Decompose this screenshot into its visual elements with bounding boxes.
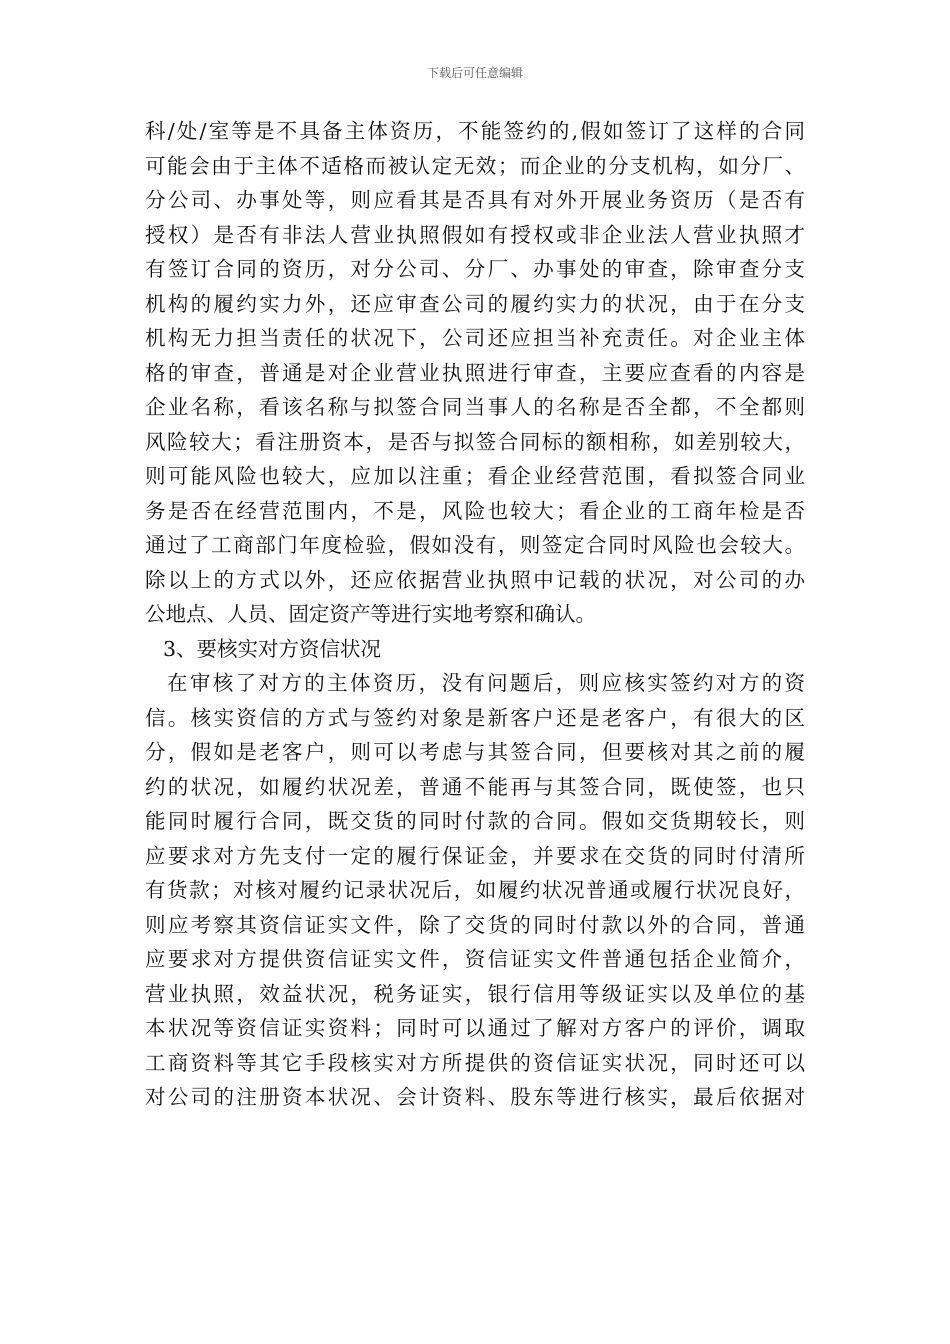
text-line: 风险较大；看注册资本，是否与拟签合同标的额相称，如差别较大，: [145, 429, 805, 454]
text-line: 有签订合同的资历，对分公司、分厂、办事处的审查，除审查分支: [145, 257, 805, 281]
text-line: 约的状况，如履约状况差，普通不能再与其签合同，既使签，也只: [145, 774, 805, 799]
text-line: 营业执照，效益状况，税务证实，银行信用等级证实以及单位的基: [145, 981, 805, 1006]
text-line: 机构的履约实力外，还应审查公司的履约实力的状况，由于在分支: [145, 291, 805, 316]
text-line: 格的审查，普通是对企业营业执照进行审查，主要应查看的内容是: [145, 360, 805, 385]
text-line: 机构无力担当责任的状况下，公司还应担当补充责任。对企业主体: [145, 326, 805, 350]
text-line: 本状况等资信证实资料；同时可以通过了解对方客户的评价，调取: [145, 1016, 805, 1040]
text-line: 企业名称，看该名称与拟签合同当事人的名称是否全都，不全都则: [145, 395, 805, 419]
text-line: 能同时履行合同，既交货的同时付款的合同。假如交货期较长，则: [145, 809, 805, 833]
text-line: 对公司的注册资本状况、会计资料、股东等进行核实，最后依据对: [145, 1085, 805, 1109]
text-line: 务是否在经营范围内，不是，风险也较大；看企业的工商年检是否: [145, 498, 805, 523]
text-line: 可能会由于主体不适格而被认定无效；而企业的分支机构，如分厂、: [145, 153, 805, 178]
text-line: 通过了工商部门年度检验，假如没有，则签定合同时风险也会较大。: [145, 533, 805, 557]
text-line: 应要求对方先支付一定的履行保证金，并要求在交货的同时付清所: [145, 843, 805, 868]
text-line: 除以上的方式以外，还应依据营业执照中记载的状况，对公司的办: [145, 567, 805, 592]
text-line: 分，假如是老客户，则可以考虑与其签合同，但要核对其之前的履: [145, 740, 805, 764]
text-line: 授权）是否有非法人营业执照假如有授权或非企业法人营业执照才: [145, 222, 805, 247]
text-line: 在审核了对方的主体资历，没有问题后，则应核实签约对方的资: [167, 671, 805, 695]
text-line: 则可能风险也较大，应加以注重；看企业经营范围，看拟签合同业: [145, 464, 805, 488]
text-line: 应要求对方提供资信证实文件，资信证实文件普通包括企业简介，: [145, 947, 805, 971]
text-line: 分公司、办事处等，则应看其是否具有对外开展业务资历（是否有: [145, 188, 805, 212]
text-line: 公地点、人员、固定资产等进行实地考察和确认。: [145, 602, 596, 626]
text-line: 科/处/室等是不具备主体资历，不能签约的,假如签订了这样的合同: [145, 119, 805, 143]
text-line: 则应考察其资信证实文件，除了交货的同时付款以外的合同，普通: [145, 912, 805, 937]
text-line: 有货款；对核对履约记录状况后，如履约状况普通或履行状况良好，: [145, 878, 805, 902]
document-body: [145, 114, 805, 1115]
text-line: 工商资料等其它手段核实对方所提供的资信证实状况，同时还可以: [145, 1050, 805, 1075]
page-header-note: 下载后可任意编辑: [426, 66, 523, 80]
section-heading: 3、要核实对方资信状况: [163, 636, 382, 661]
text-line: 信。核实资信的方式与签约对象是新客户还是老客户，有很大的区: [145, 705, 805, 730]
